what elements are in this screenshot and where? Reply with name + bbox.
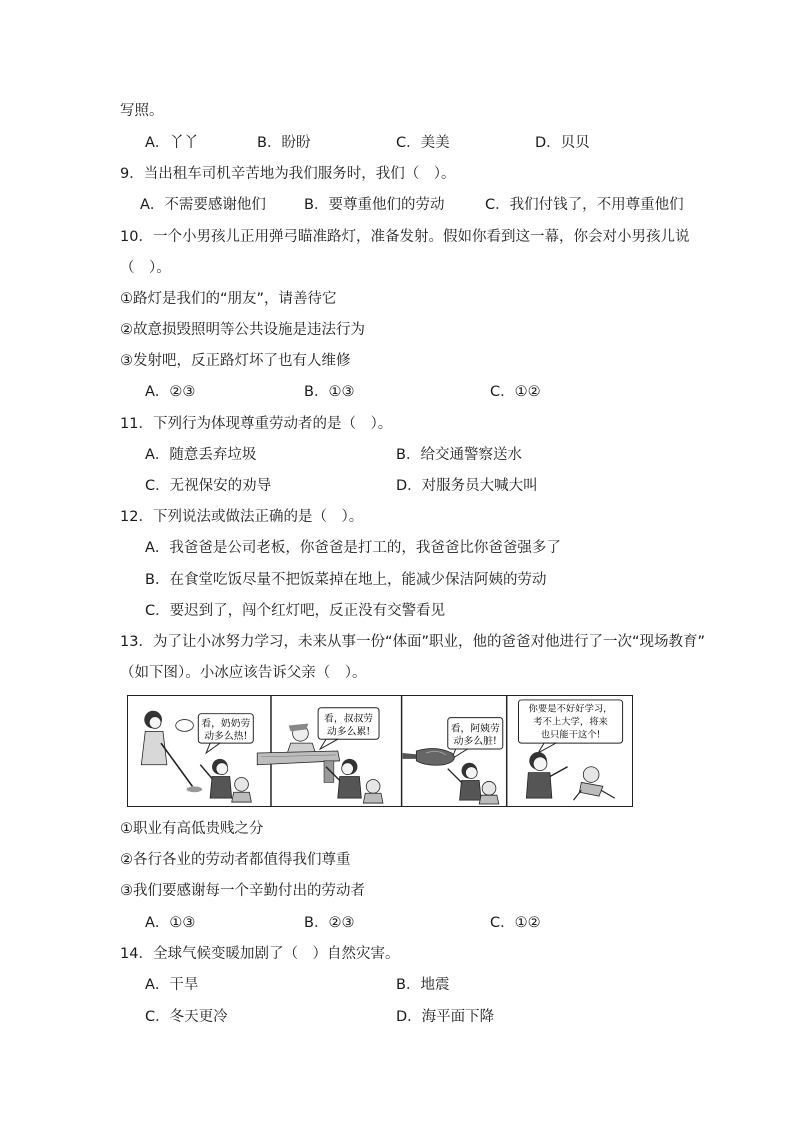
q11-option-b: B．给交通警察送水 [396,447,522,463]
q10-statement-2: ②故意损毁照明等公共设施是违法行为 [120,322,365,338]
q12-option-c: C．要迟到了，闯个红灯吧，反正没有交警看见 [145,603,446,619]
q11-option-d: D．对服务员大喊大叫 [396,478,538,494]
q11-option-a: A．随意丢弃垃圾 [145,447,257,463]
q12-option-b: B．在食堂吃饭尽量不把饭菜掉在地上，能减少保洁阿姨的劳动 [145,572,547,588]
q14-option-d: D．海平面下降 [396,1009,495,1025]
comic-panel-2 [257,708,383,803]
q13-stem: 13．为了让小冰努力学习，未来从事一份“体面”职业，他的爸爸对他进行了一次“现场教育” [120,634,705,650]
q14-option-c: C．冬天更冷 [145,1009,228,1025]
q10-stem: 10．一个小男孩儿正用弹弓瞄准路灯，准备发射。假如你看到这一幕，你会对小男孩儿说 [120,229,690,245]
q13-option-b: B．②③ [304,915,355,931]
q11-option-c: C．无视保安的劝导 [145,478,272,494]
q11-stem: 11．下列行为体现尊重劳动者的是（ ）。 [120,416,393,432]
comic-panel-4 [518,700,622,800]
q8-option-a: A．丫丫 [145,135,199,151]
q13-stem-2: （如下图）。小冰应该告诉父亲（ ）。 [120,665,367,681]
q14-stem: 14．全球气候变暖加剧了（ ）自然灾害。 [120,946,400,962]
q8-option-b: B．盼盼 [257,135,311,151]
q9-stem: 9．当出租车司机辛苦地为我们服务时，我们（ ）。 [120,166,456,182]
q14-option-a: A．干旱 [145,977,199,993]
comic-panel-3-line-1: 看，阿姨劳 [450,723,500,735]
comic-panel-4-line-1: 你要是不好好学习， [528,703,613,715]
q10-option-b: B．①③ [304,384,355,400]
q8-tail: 写照。 [120,103,164,119]
comic-strip [127,695,633,807]
comic-panel-3 [403,718,503,804]
comic-panel-1-line-1: 看，奶奶劳 [201,718,251,730]
q10-statement-1: ①路灯是我们的“朋友”，请善待它 [120,291,337,307]
q10-option-c: C．①② [490,384,541,400]
q14-option-b: B．地震 [396,977,450,993]
q9-option-c: C．我们付钱了，不用尊重他们 [485,197,684,213]
q9-option-a: A．不需要感谢他们 [140,197,266,213]
q9-option-b: B．要尊重他们的劳动 [304,197,445,213]
q8-option-d: D．贝贝 [535,135,590,151]
comic-panel-1 [141,711,253,802]
q13-option-a: A．①③ [145,915,196,931]
comic-panel-4-line-3: 也只能干这个! [540,729,601,741]
q13-statement-3: ③我们要感谢每一个辛勤付出的劳动者 [120,883,365,899]
comic-panel-3-line-2: 动多么脏! [453,736,497,748]
q8-option-c: C．美美 [396,135,450,151]
q13-statement-2: ②各行各业的劳动者都值得我们尊重 [120,852,351,868]
q12-stem: 12．下列说法或做法正确的是（ ）。 [120,509,364,525]
q10-option-a: A．②③ [145,384,196,400]
q10-statement-3: ③发射吧，反正路灯坏了也有人维修 [120,353,351,369]
comic-panel-2-line-2: 动多么累! [326,726,371,738]
comic-panel-4-line-2: 考不上大学，将来 [533,716,608,728]
q13-statement-1: ①职业有高低贵贱之分 [120,821,264,837]
comic-panel-1-line-2: 动多么热! [204,731,248,743]
comic-panel-2-line-1: 看，叔叔劳 [324,713,374,725]
q13-option-c: C．①② [490,915,541,931]
q10-stem-2: （ ）。 [120,260,171,276]
q12-option-a: A．我爸爸是公司老板，你爸爸是打工的，我爸爸比你爸爸强多了 [145,540,561,556]
